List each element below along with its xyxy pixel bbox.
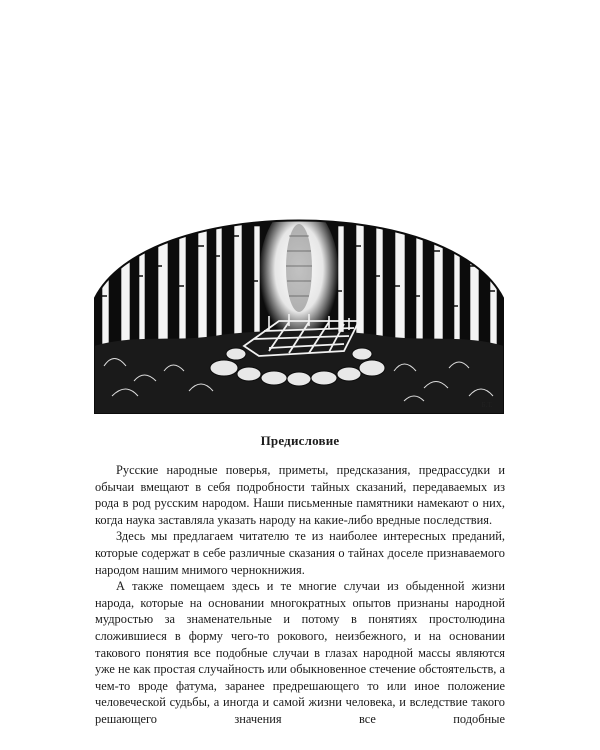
paragraph: А также помещаем здесь и те многие случаи из обыденной жизни народа, которые на основании многократных опытов признаны народной мудростью за знаменательные и потому в понятиях простолюдина сложившиеся в форму чего-то рокового, неизбежного, и на основании такового понятия все подобные случаи в глазах народной массы являются уже не как простая случайность или обыкновенное стечение обстоятельств, а чем-то вроде фатума, заранее предрешающего то или иное положение человеческой судьбы, а иногда и самой жизни человека, и вследствие такого решающего значения все подобные — [95, 579, 505, 726]
illustrator-signature: Б.Т. — [481, 401, 493, 409]
paragraph: Здесь мы предлагаем читателю те из наиболее интересных преданий, которые содержат в себе различные сказания о тайнах доселе признаваемого народом нашим мнимого чернокнижия. — [95, 529, 505, 577]
page-title: Предисловие — [260, 433, 340, 448]
forest-altar-illustration — [94, 196, 504, 414]
paragraph: Русские народные поверья, приметы, предсказания, предрассудки и обычаи вмещают в себя подробности тайных сказаний, передаваемых из рода в род русским народом. Наши письменные памятники намекают о них, когда наука заставляла указать народу на какие-либо вредные последствия. — [95, 463, 505, 527]
body-text — [95, 462, 505, 728]
